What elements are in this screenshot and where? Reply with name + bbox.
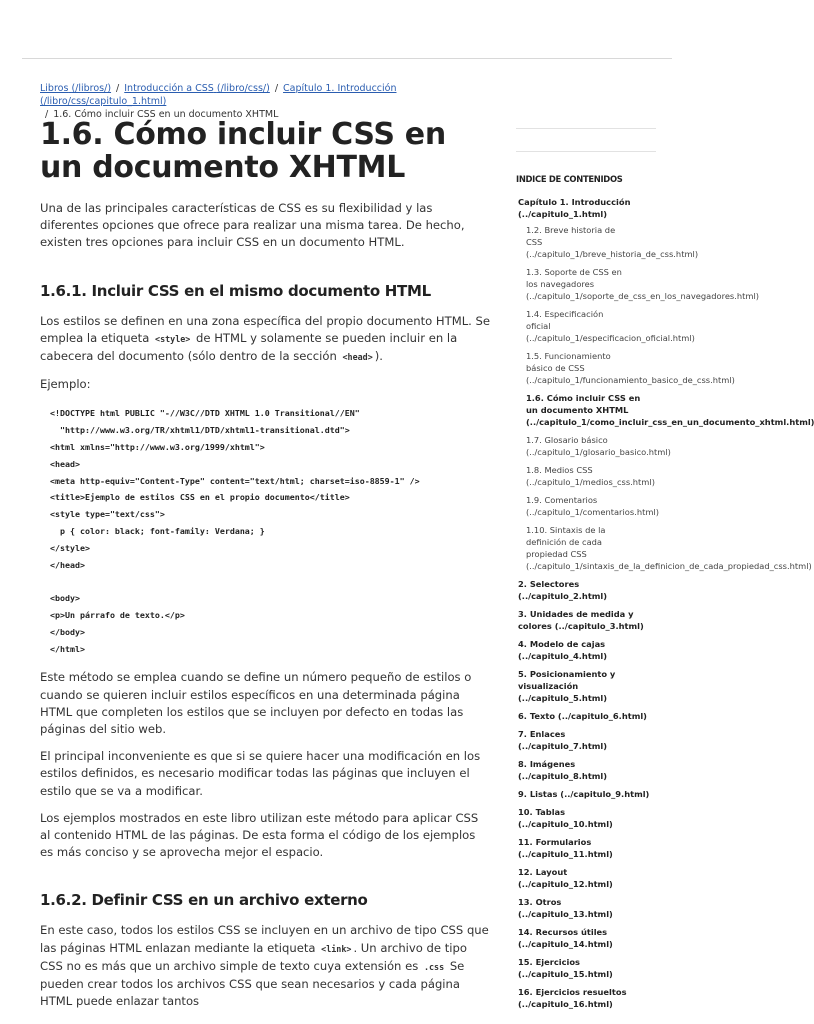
section1-paragraph-2: Este método se emplea cuando se define un número pequeño de estilos o cuando se quieren incluir estilos específicos en una determinada página HTML que completen los estilos que se incluyen por defecto en todas las páginas del sitio web. [40, 670, 472, 736]
toc-chapter-2[interactable]: 2. Selectores (../capitulo_2.html) [518, 579, 608, 601]
top-divider [22, 58, 672, 59]
toc-chapter-7[interactable]: 7. Enlaces (../capitulo_7.html) [518, 729, 608, 751]
section-heading-2: 1.6.2. Definir CSS en un archivo externo [40, 891, 368, 910]
toc-chapter-11[interactable]: 11. Formularios (../capitulo_11.html) [518, 837, 613, 859]
intro-paragraph: Una de las principales características de CSS es su flexibilidad y las diferentes opciones que ofrece para realizar una misma tarea. De hecho, existen tres opciones para incluir CSS en un documento HTML. [40, 201, 465, 250]
toc-chapter-8[interactable]: 8. Imágenes (../capitulo_8.html) [518, 759, 608, 781]
inline-code-link: <link> [321, 943, 352, 954]
main-content [40, 118, 492, 1020]
toc-chapter-14[interactable]: 14. Recursos útiles (../capitulo_14.html) [518, 927, 613, 949]
toc-subitem[interactable]: 1.6. Cómo incluir CSS en un documento XHTML (../capitulo_1/como_incluir_css_en_un_documento_xhtml.html) [526, 393, 814, 427]
toc-subitem[interactable]: 1.2. Breve historia de CSS (../capitulo_1/breve_historia_de_css.html) [526, 225, 699, 259]
breadcrumb-current: 1.6. Cómo incluir CSS en un documento XHTML [53, 109, 279, 120]
toc-subitem[interactable]: 1.5. Funcionamiento básico de CSS (../capitulo_1/funcionamiento_basico_de_css.html) [526, 351, 735, 385]
toc-subitem[interactable]: 1.3. Soporte de CSS en los navegadores (../capitulo_1/soporte_de_css_en_los_navegadores.html) [526, 267, 760, 301]
toc-chapter-4[interactable]: 4. Modelo de cajas (../capitulo_4.html) [518, 639, 608, 661]
toc-chapter-1[interactable]: Capítulo 1. Introducción (../capitulo_1.html) [518, 197, 631, 219]
toc-chapter-6[interactable]: 6. Texto (../capitulo_6.html) [518, 711, 647, 721]
section1-paragraph-1: Los estilos se definen en una zona específica del propio documento HTML. Se emplea la etiqueta <style> de HTML y solamente se pueden incluir en la cabecera del documento (sólo dentro de la sección <head> ). [40, 313, 491, 364]
toc-chapter-5[interactable]: 5. Posicionamiento y visualización (../capitulo_5.html) [518, 669, 616, 703]
sidebar-divider [516, 151, 656, 152]
toc-subitem[interactable]: 1.4. Especificación oficial (../capitulo_1/especificacion_oficial.html) [526, 309, 695, 343]
breadcrumb-separator: / [45, 109, 49, 120]
breadcrumb-separator: / [116, 83, 120, 94]
breadcrumb-link-libros[interactable]: Libros (/libros/) [40, 83, 112, 94]
toc-chapter-13[interactable]: 13. Otros (../capitulo_13.html) [518, 897, 613, 919]
section2-paragraph-1: En este caso, todos los estilos CSS se incluyen en un archivo de tipo CSS que las páginas HTML enlazan mediante la etiqueta <link> . Un archivo de tipo CSS no es más que un archivo simple de texto cuya extensión es .css Se pueden crear todos los archivos CSS que sean necesarios y cada página HTML puede enlazar tantos [40, 923, 489, 1009]
toc-subitem[interactable]: 1.8. Medios CSS (../capitulo_1/medios_css.html) [526, 465, 655, 487]
inline-code-css-ext: .css [423, 961, 445, 972]
breadcrumb [40, 82, 510, 121]
page-title: 1.6. Cómo incluir CSS en un documento XHTML [40, 117, 446, 185]
toc-chapter-15[interactable]: 15. Ejercicios (../capitulo_15.html) [518, 957, 613, 979]
code-example: <!DOCTYPE html PUBLIC "-//W3C//DTD XHTML 1.0 Transitional//EN" "http://www.w3.org/TR/xhtml1/DTD/xhtml1-transitional.dtd"> <html xmlns="http://www.w3.org/1999/xhtml"> <head> <meta http-equiv="Content-Type" content="text/html; charset=iso-8859-1" /> <title>Ejemplo de estilos CSS en el propio documento</title> <style type="text/css"> p { color: black; font-family: Verdana; } </style> </head> <body> <p>Un párrafo de texto.</p> </body> </html> [50, 408, 420, 654]
toc-list [516, 196, 814, 1010]
sidebar [516, 128, 814, 1016]
toc-chapter-9[interactable]: 9. Listas (../capitulo_9.html) [518, 789, 650, 799]
section1-paragraph-4: Los ejemplos mostrados en este libro utilizan este método para aplicar CSS al contenido HTML de las páginas. De esta forma el código de los ejemplos es más conciso y se aprovecha mejor el espacio. [40, 810, 479, 860]
inline-code-style: <style> [155, 333, 191, 344]
toc-subitem[interactable]: 1.10. Sintaxis de la definición de cada propiedad CSS (../capitulo_1/sintaxis_de_la_definicion_de_cada_propiedad_css.html) [526, 525, 812, 571]
example-label: Ejemplo: [40, 377, 91, 392]
inline-code-head: <head> [342, 352, 373, 363]
section-heading-1: 1.6.1. Incluir CSS en el mismo documento HTML [40, 281, 431, 300]
toc-subitem[interactable]: 1.9. Comentarios (../capitulo_1/comentarios.html) [526, 495, 659, 517]
toc-title: INDICE DE CONTENIDOS [516, 174, 623, 184]
breadcrumb-separator: / [274, 83, 279, 94]
breadcrumb-link-capitulo-1[interactable]: Capítulo 1. Introducción (/libro/css/capitulo_1.html) [40, 83, 397, 107]
toc-chapter-12[interactable]: 12. Layout (../capitulo_12.html) [518, 867, 613, 889]
toc-chapter-10[interactable]: 10. Tablas (../capitulo_10.html) [518, 807, 613, 829]
breadcrumb-link-css[interactable]: Introducción a CSS (/libro/css/) [124, 83, 270, 94]
toc-chapter-3[interactable]: 3. Unidades de medida y colores (../capitulo_3.html) [518, 609, 644, 631]
section1-paragraph-3: El principal inconveniente es que si se quiere hacer una modificación en los estilos definidos, es necesario modificar todas las páginas que incluyen el estilo que se va a modificar. [40, 749, 481, 798]
toc-subitem[interactable]: 1.7. Glosario básico (../capitulo_1/glosario_basico.html) [526, 435, 671, 457]
toc-chapter-16[interactable]: 16. Ejercicios resueltos (../capitulo_16.html) [518, 987, 627, 1009]
sidebar-divider [516, 128, 656, 129]
